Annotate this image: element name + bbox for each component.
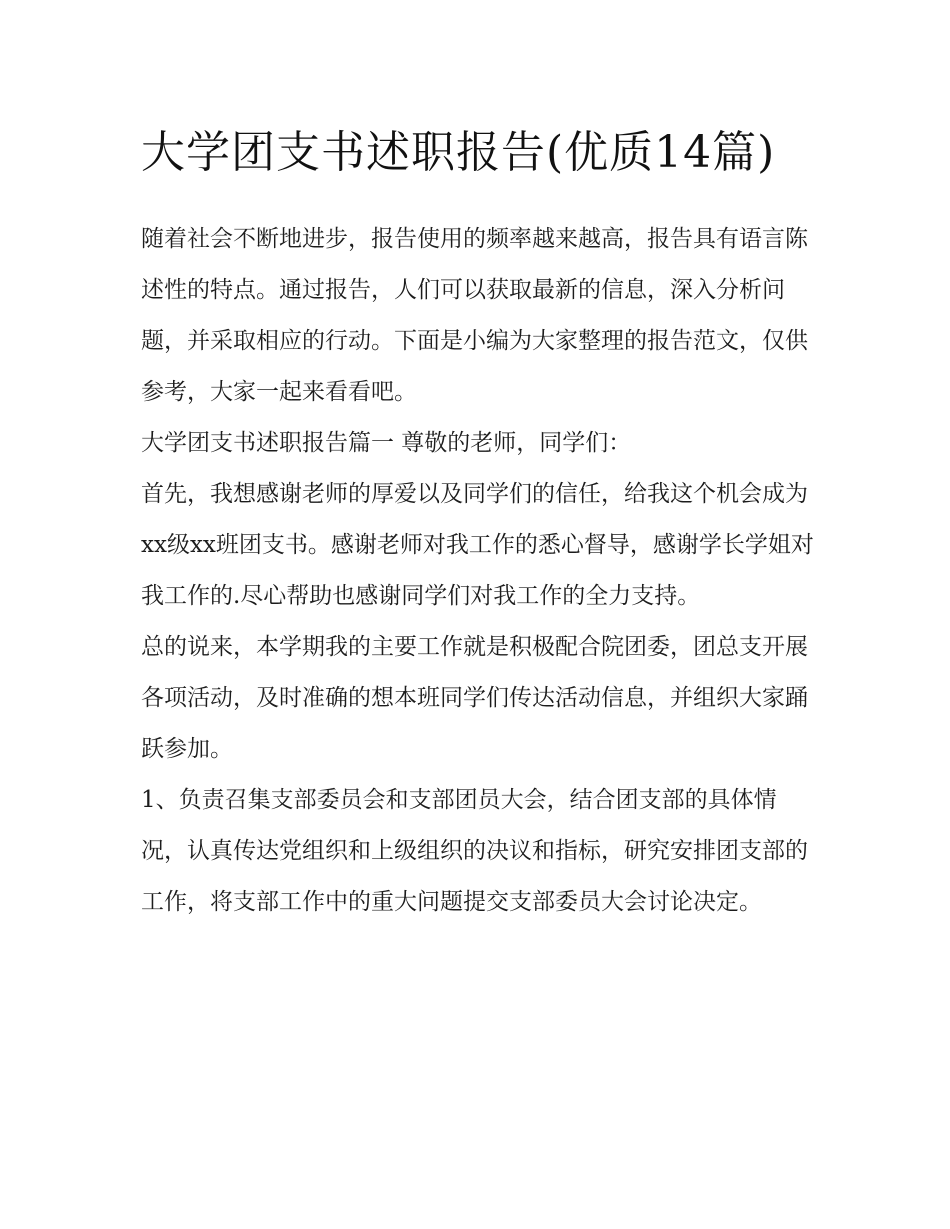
document-body (141, 118, 817, 928)
document-title: 大学团支书述职报告(优质14篇) (141, 127, 776, 178)
paragraph-intro: 随着社会不断地进步，报告使用的频率越来越高，报告具有语言陈述性的特点。通过报告，人们可以获取最新的信息，深入分析问题，并采取相应的行动。下面是小编为大家整理的报告范文，仅供参考，大家一起来看看吧。 (141, 226, 808, 405)
paragraph-thanks: 首先，我想感谢老师的厚爱以及同学们的信任，给我这个机会成为xx级xx班团支书。感谢老师对我工作的悉心督导，感谢学长学姐对我工作的.尽心帮助也感谢同学们对我工作的全力支持。 (141, 481, 814, 609)
paragraph-item-1: 1、负责召集支部委员会和支部团员大会，结合团支部的具体情况，认真传达党组织和上级组织的决议和指标，研究安排团支部的工作，将支部工作中的重大问题提交支部委员大会讨论决定。 (141, 787, 808, 915)
paragraph-salutation: 大学团支书述职报告篇一 尊敬的老师，同学们： (141, 430, 632, 456)
paragraph-summary: 总的说来，本学期我的主要工作就是积极配合院团委，团总支开展各项活动，及时准确的想本班同学们传达活动信息，并组织大家踊跃参加。 (141, 634, 808, 762)
